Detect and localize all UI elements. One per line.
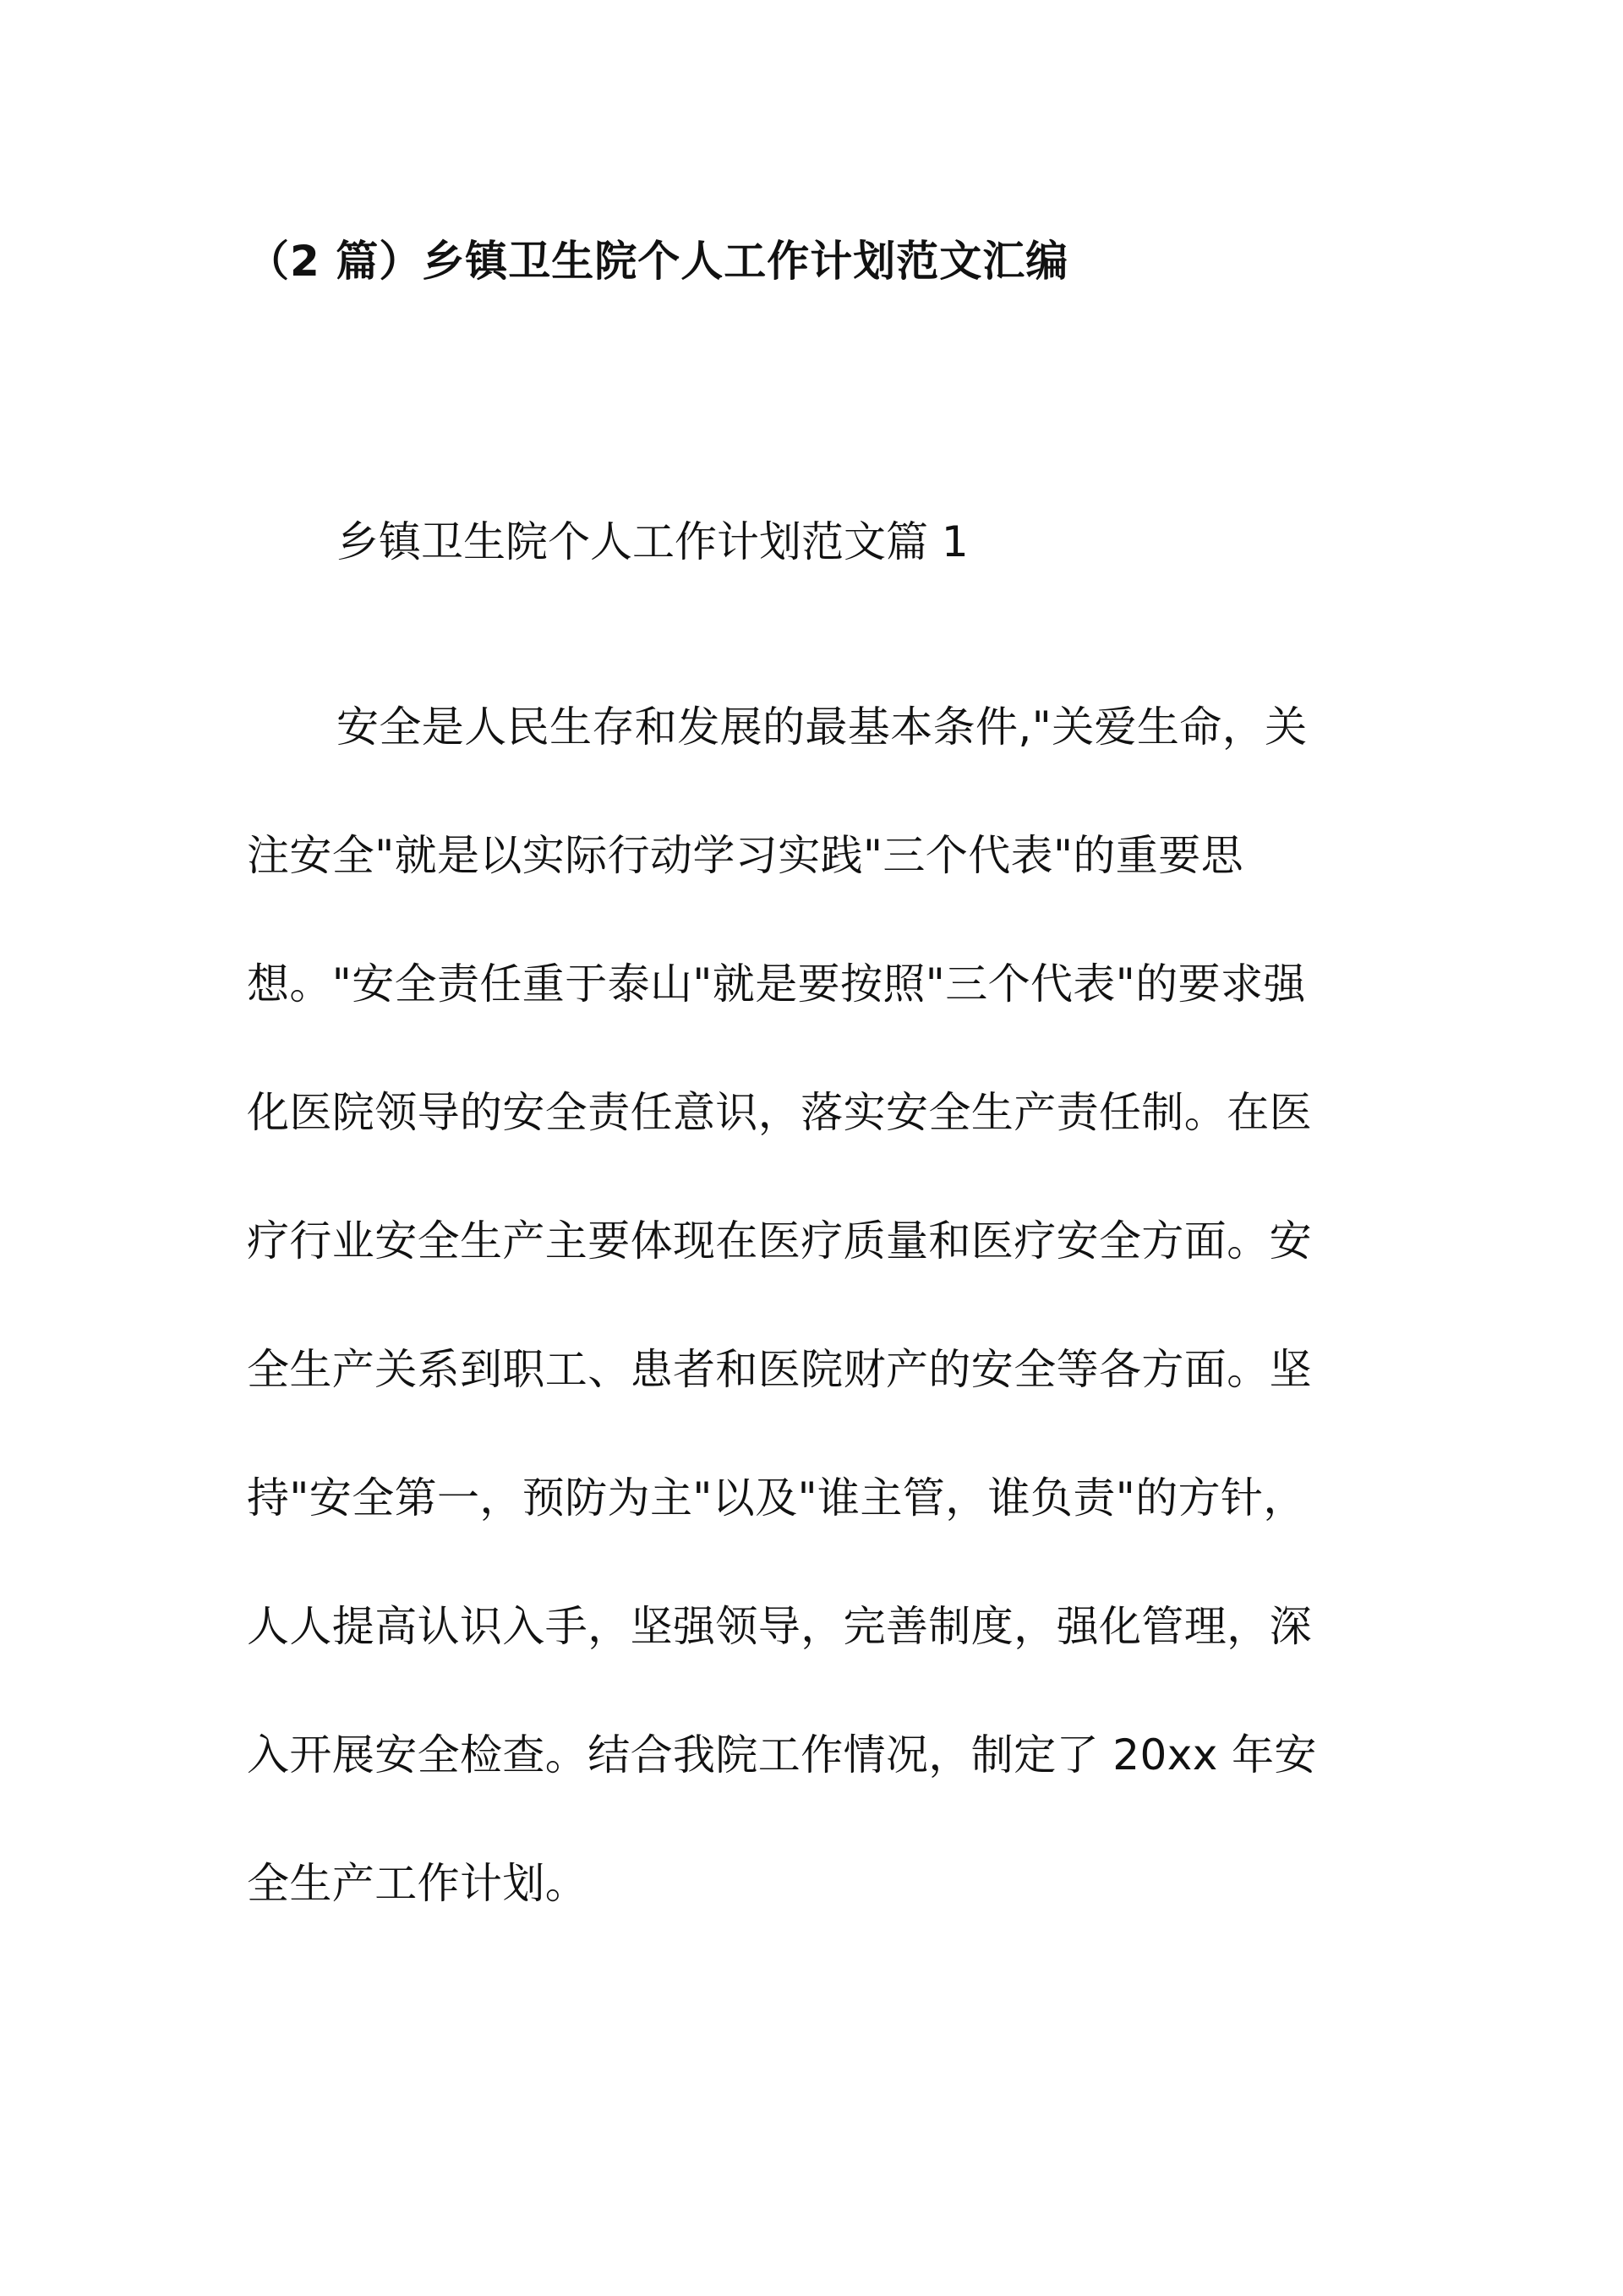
paragraph-line-3: 想。"安全责任重于泰山"就是要按照"三个代表"的要求强 [247,959,1306,1009]
paragraph-line-4: 化医院领导的安全责任意识，落实安全生产责任制。在医 [247,1088,1312,1137]
document-title: （2 篇）乡镇卫生院个人工作计划范文汇编 [247,237,1069,286]
paragraph-line-6: 全生产关系到职工、患者和医院财产的安全等各方面。坚 [247,1345,1312,1394]
paragraph-line-7: 持"安全第一，预防为主"以及"谁主管，谁负责"的方针， [247,1473,1306,1522]
paragraph-line-5: 疗行业安全生产主要体现在医疗质量和医疗安全方面。安 [247,1216,1312,1266]
paragraph-line-2: 注安全"就是以实际行动学习实践"三个代表"的重要思 [247,831,1243,880]
body-paragraph [247,696,1396,1981]
paragraph-line-1: 安全是人民生存和发展的最基本条件,"关爱生命，关 [336,702,1308,752]
paragraph-line-9: 入开展安全检查。结合我院工作情况，制定了 20xx 年安 [247,1730,1317,1779]
section-heading: 乡镇卫生院个人工作计划范文篇 1 [336,517,969,566]
paragraph-line-8: 人人提高认识入手，坚强领导，完善制度，强化管理，深 [247,1602,1312,1651]
paragraph-line-10: 全生产工作计划。 [247,1859,588,1908]
